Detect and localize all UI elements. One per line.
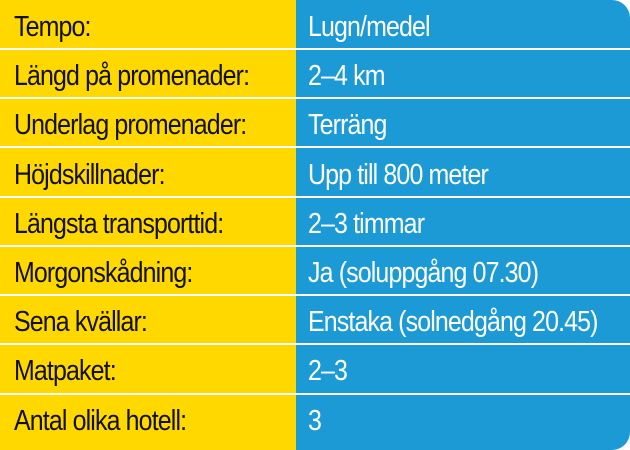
row-value-packed-meals: 2–3 <box>308 355 348 387</box>
row-label-hotel-count: Antal olika hotell: <box>14 405 187 437</box>
row-label-late-evenings: Sena kvällar: <box>14 306 148 338</box>
row-label-morning-watch: Morgonskådning: <box>14 257 193 289</box>
table-row <box>0 4 630 51</box>
row-value-transport-time: 2–3 timmar <box>308 208 425 240</box>
row-value-tempo: Lugn/medel <box>308 11 430 43</box>
row-value-hotel-count: 3 <box>308 405 322 437</box>
table-row <box>0 102 630 149</box>
row-label-walk-length: Längd på promenader: <box>14 60 250 92</box>
table-row <box>0 348 630 395</box>
table-row <box>0 201 630 248</box>
row-value-late-evenings: Enstaka (solnedgång 20.45) <box>308 306 598 338</box>
table-row <box>0 398 630 445</box>
table-row <box>0 299 630 346</box>
row-value-elevation: Upp till 800 meter <box>308 159 488 191</box>
table-row <box>0 53 630 100</box>
row-label-walk-surface: Underlag promenader: <box>14 109 247 141</box>
row-value-morning-watch: Ja (soluppgång 07.30) <box>308 257 539 289</box>
table-row <box>0 152 630 199</box>
row-label-tempo: Tempo: <box>14 11 91 43</box>
row-value-walk-length: 2–4 km <box>308 60 385 92</box>
row-label-transport-time: Längsta transporttid: <box>14 208 224 240</box>
row-label-packed-meals: Matpaket: <box>14 355 116 387</box>
row-label-elevation: Höjdskillnader: <box>14 159 165 191</box>
row-value-walk-surface: Terräng <box>308 109 387 141</box>
table-row <box>0 250 630 297</box>
